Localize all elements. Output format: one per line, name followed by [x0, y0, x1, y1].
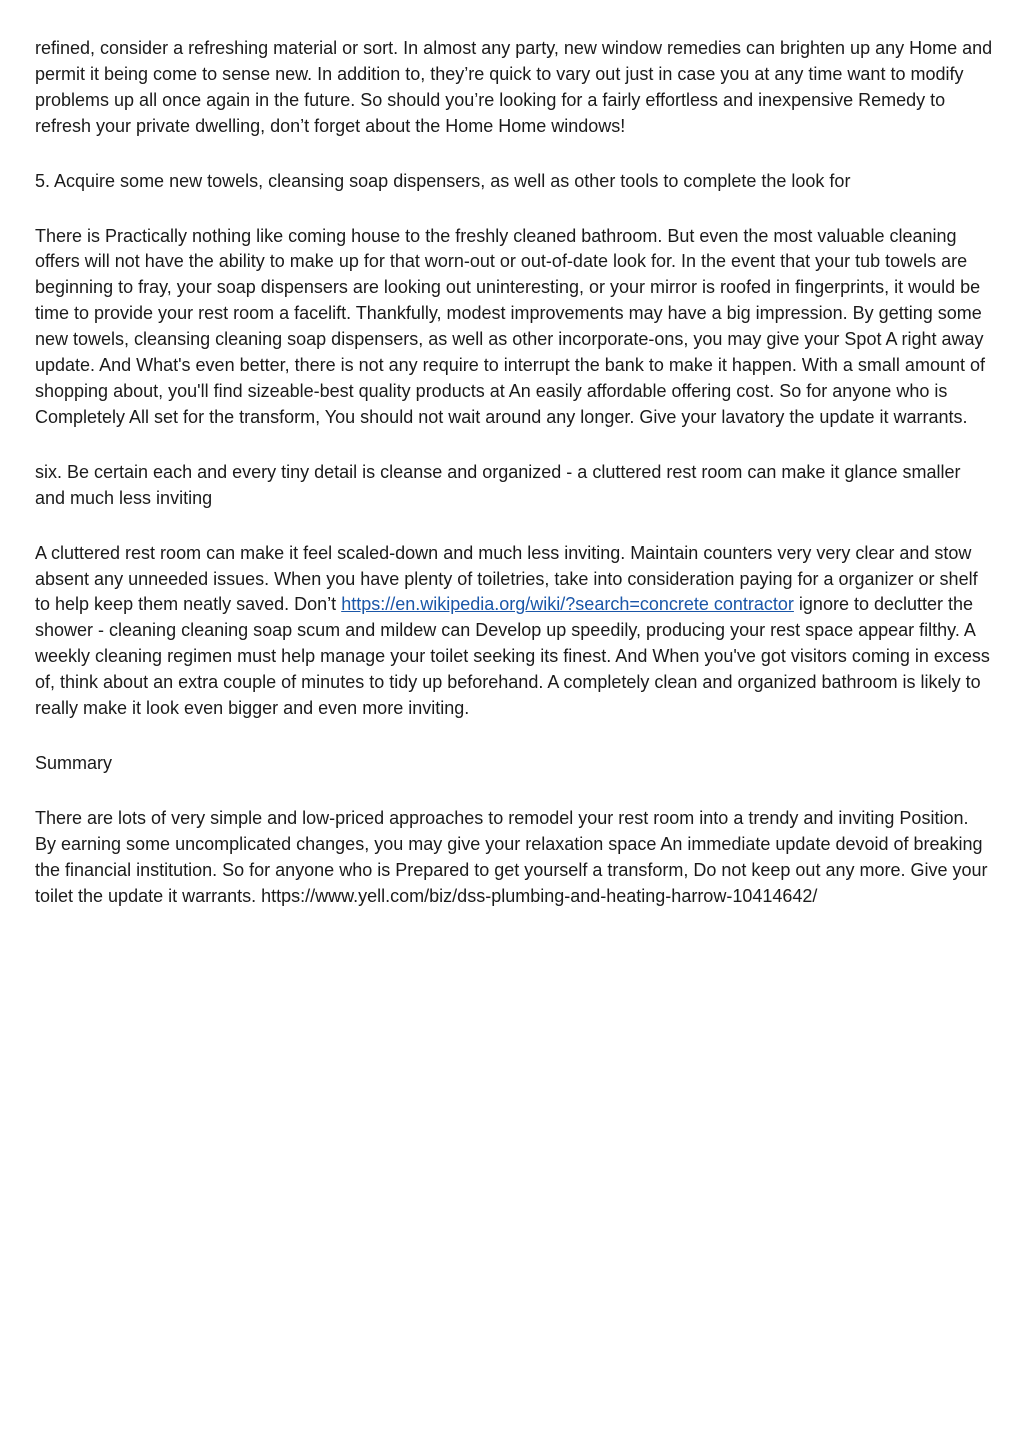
paragraph-new-towels: There is Practically nothing like coming house to the freshly cleaned bathroom. But even the most valuable cleaning offers will not have the ability to make up for that worn-out or out-of-date look for. In the event that your tub towels are beginning to fray, your soap dispensers are looking out uninteresting, or your mirror is roofed in fingerprints, it would be time to provide your rest room a facelift. Thankfully, modest improvements may have a big impression. By getting some new towels, cleansing cleaning soap dispensers, as well as other incorporate-ons, you may give your Spot A right away update. And What's even better, there is not any require to interrupt the bank to make it happen. With a small amount of shopping about, you'll find sizeable-best quality products at An easily affordable offering cost. So for anyone who is Completely All set for the transform, You should not wait around any longer. Give your lavatory the update it warrants.: [35, 225, 985, 427]
paragraph-summary: There are lots of very simple and low-priced approaches to remodel your rest room into a trendy and inviting Position. By earning some uncomplicated changes, you may give your relaxation space An immediate update devoid of breaking the financial institution. So for anyone who is Prepared to get yourself a transform, Do not keep out any more. Give your toilet the update it warrants. https://www.yell.com/biz/dss-plumbing-and-heating-harrow-10414642/: [35, 807, 988, 906]
heading-clean-organized: six. Be certain each and every tiny detail is cleanse and organized - a cluttered rest room can make it glance smaller and much less inviting: [35, 461, 961, 508]
concrete-contractor-link[interactable]: https://en.wikipedia.org/wiki/?search=concrete contractor: [341, 594, 794, 615]
paragraph-clutter-text-end: ignore to declutter the shower - cleaning cleaning soap scum and mildew can Develop up speedily, producing your rest space appear filthy. A weekly cleaning regimen must help manage your toilet seeking its finest. And When you've got visitors coming in excess of, think about an extra couple of minutes to tidy up beforehand. A completely clean and organized bathroom is likely to really make it look even bigger and even more inviting.: [35, 594, 990, 719]
document-page: [35, 36, 993, 938]
paragraph-window-remedies: refined, consider a refreshing material or sort. In almost any party, new window remedies can brighten up any Home and permit it being come to sense new. In addition to, they’re quick to vary out just in case you at any time want to modify problems up all once again in the future. So should you’re looking for a fairly effortless and inexpensive Remedy to refresh your private dwelling, don’t forget about the Home Home windows!: [35, 38, 993, 136]
summary-heading: Summary: [35, 752, 113, 773]
heading-new-towels: 5. Acquire some new towels, cleansing soap dispensers, as well as other tools to complete the look for: [35, 170, 851, 191]
paragraph-clutter: [35, 541, 993, 722]
paragraph-clutter-text-start: A cluttered rest room can make it feel scaled-down and much less inviting. Maintain counters very very clear and stow absent any unneeded issues. When you have plenty of toiletries, take into consideration paying for a organizer or shelf to help keep them neatly saved. Don’t: [35, 542, 978, 615]
